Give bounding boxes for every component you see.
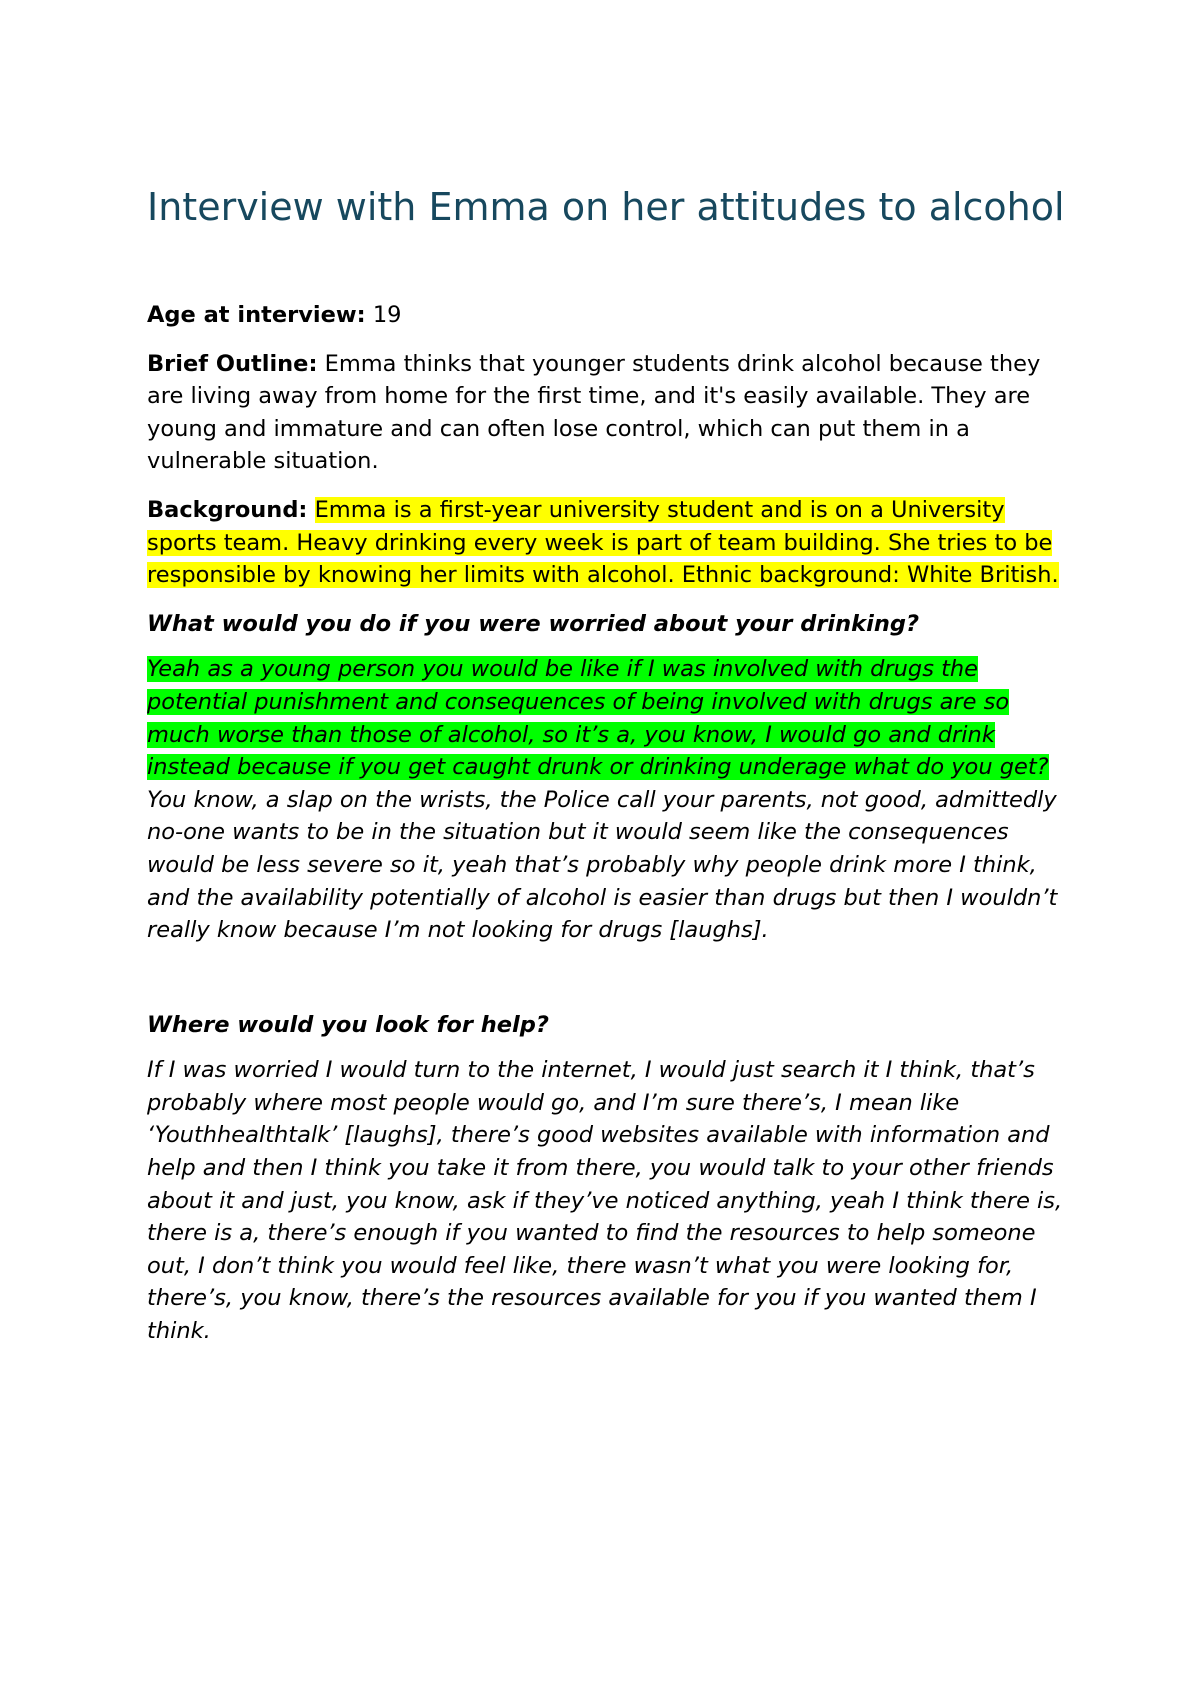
answer-2: If I was worried I would turn to the internet, I would just search it I think, that’s probably where most people would go, and I’m sure there’s, I mean like ‘Youthhealthtalk’ [laughs], there’s good websites available with information and help and then I think you take it from there, you would talk to your other friends about it and just, you know, ask if they’ve noticed anything, yeah I think there is, there is a, there’s enough if you wanted to find the resources to help someone out, I don’t think you would feel like, there wasn’t what you were looking for, there’s, you know, there’s the resources available for you if you wanted them I think.: [147, 1057, 1063, 1345]
page-title: Interview with Emma on her attitudes to alcohol: [147, 185, 1065, 229]
background-text-highlight: Emma is a first-year university student and is on a University sports team. Heavy drinking every week is part of team building. She tries to be responsible by knowing her limits with alcohol. Ethnic background: White British.: [147, 496, 1059, 589]
background-section: [147, 494, 1077, 592]
document-page: [147, 180, 1077, 1364]
outline-text: Emma thinks that younger students drink alcohol because they are living away from home for the first time, and it's easily available. They are young and immature and can often lose control, which can put them in a vulnerable situation.: [147, 350, 1041, 475]
age-value: 19: [372, 302, 402, 328]
question-1: What would you do if you were worried about your drinking?: [147, 610, 919, 637]
brief-outline: [147, 348, 1077, 478]
age-label: Age at interview:: [147, 302, 366, 328]
answer-1-highlight: Yeah as a young person you would be like if I was involved with drugs the potential punishment and consequences of being involved with drugs are so much worse than those of alcohol, so it’s a, you know, I would go and drink instead because if you get caught drunk or drinking underage what do you get?: [147, 656, 1049, 781]
answer-1: [147, 653, 1077, 946]
background-label: Background:: [147, 496, 308, 523]
answer-1-rest: You know, a slap on the wrists, the Police call your parents, not good, admittedly no-one wants to be in the situation but it would seem like the consequences would be less severe so it, yeah that’s probably why people drink more I think, and the availability potentially of alcohol is easier than drugs but then I wouldn’t really know because I’m not looking for drugs [laughs].: [147, 786, 1058, 944]
outline-label: Brief Outline:: [147, 350, 318, 377]
question-2: Where would you look for help?: [147, 1011, 549, 1038]
paragraph-spacer: [147, 963, 1077, 1009]
age-field: [147, 299, 1077, 332]
